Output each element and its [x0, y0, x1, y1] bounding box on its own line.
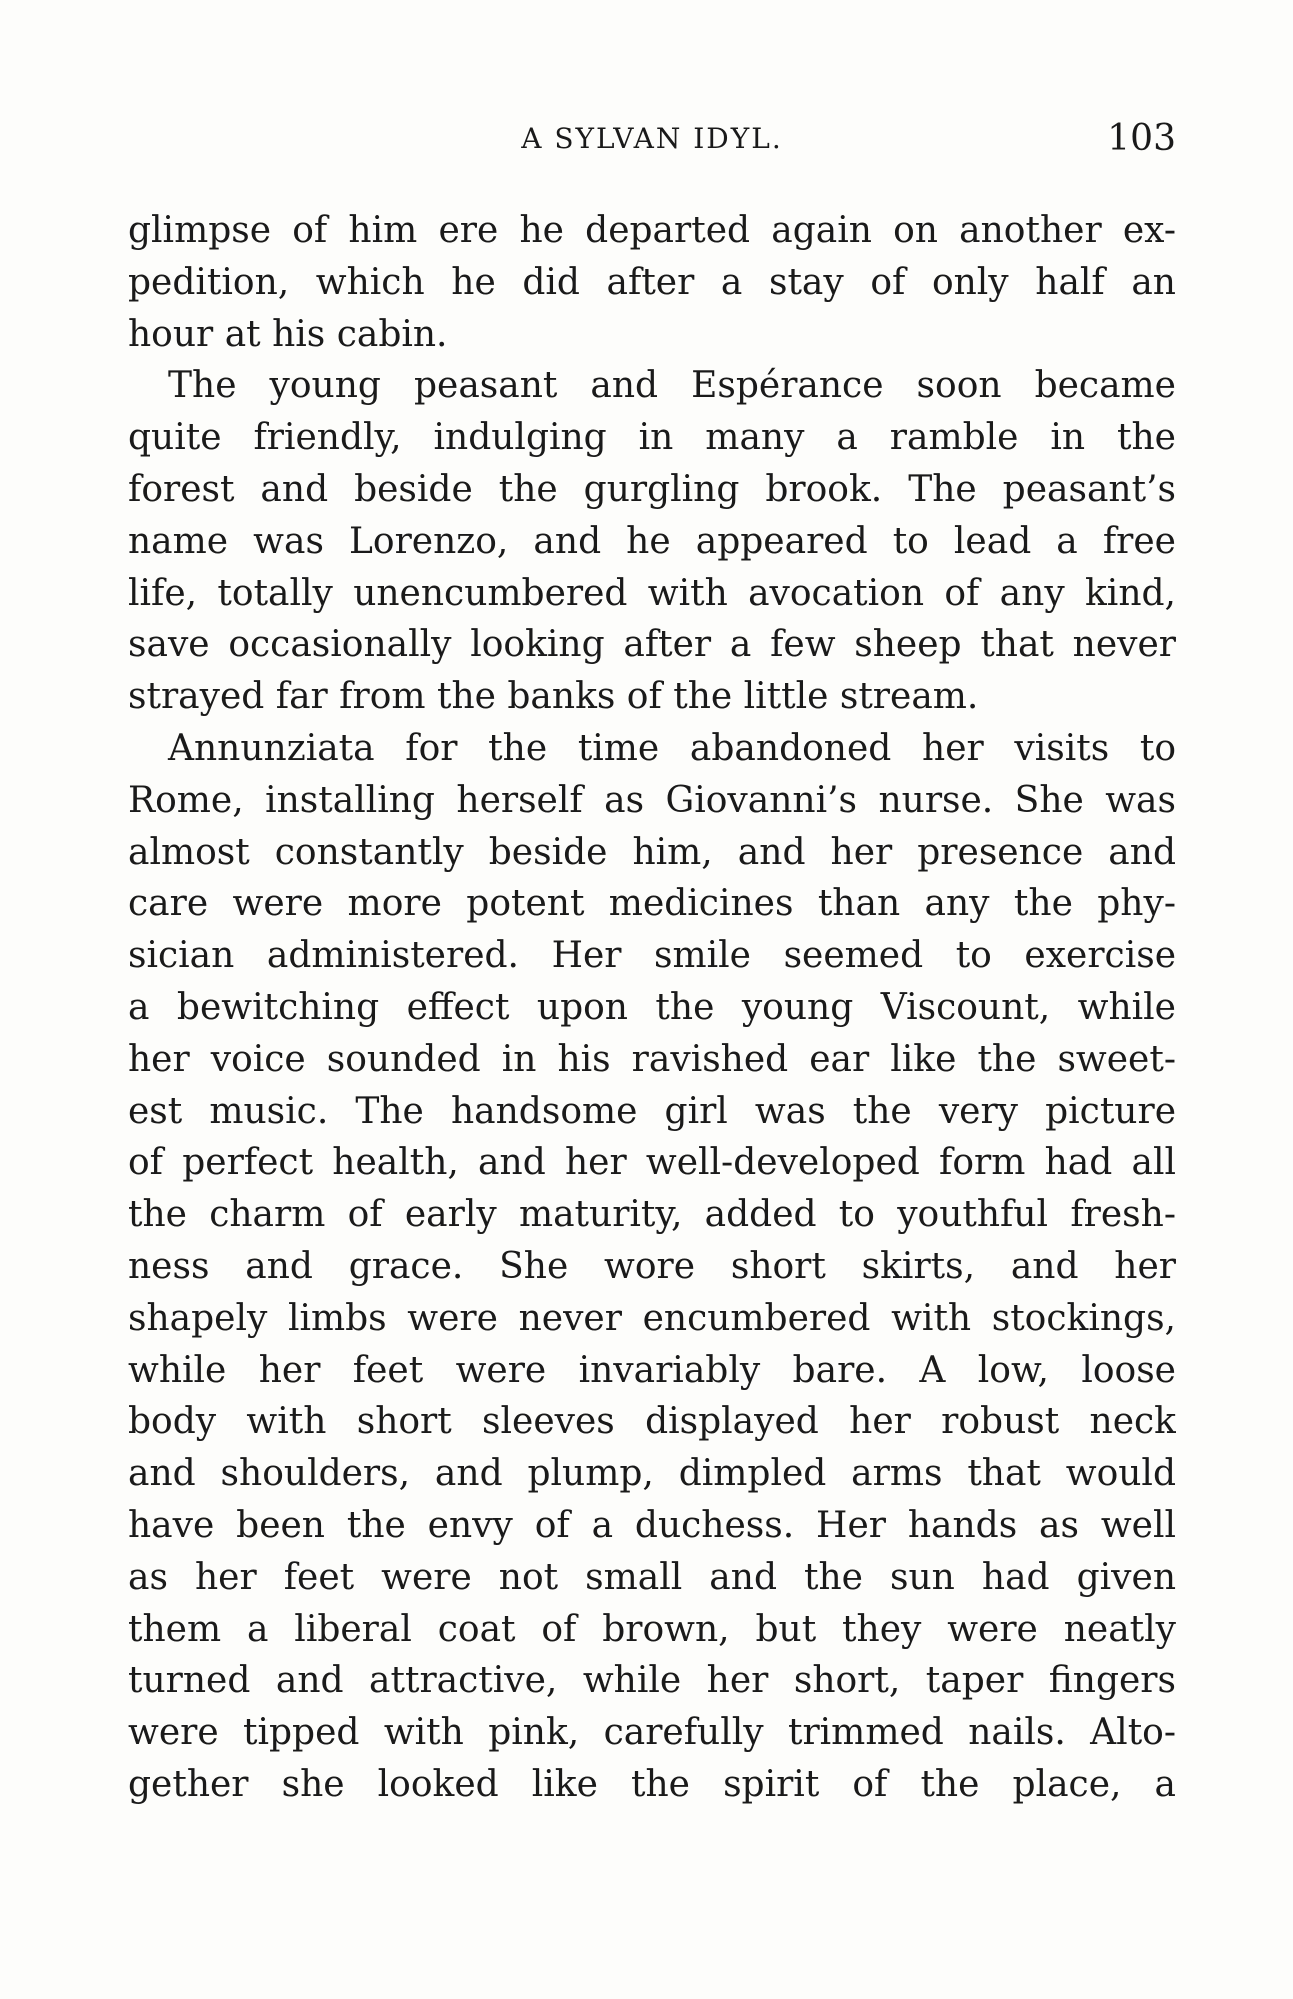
text-line: while her feet were invariably bare. A low, loose [128, 1349, 1176, 1391]
text-line: her voice sounded in his ravished ear like the sweet- [128, 1038, 1176, 1080]
text-line: save occasionally looking after a few sheep that never [128, 624, 1176, 666]
text-line: quite friendly, indulging in many a ramble in the [128, 417, 1176, 459]
running-head [128, 118, 1176, 162]
text-line: forest and beside the gurgling brook. The peasant’s [128, 468, 1176, 510]
text-line: have been the envy of a duchess. Her hands as well [128, 1504, 1176, 1546]
text-line: est music. The handsome girl was the very picture [128, 1090, 1176, 1132]
text-line: gether she looked like the spirit of the place, a [128, 1763, 1176, 1805]
text-line: and shoulders, and plump, dimpled arms that would [128, 1453, 1176, 1495]
text-line: The young peasant and Espérance soon became [168, 365, 1176, 407]
text-line: were tipped with pink, carefully trimmed nails. Alto- [128, 1712, 1176, 1754]
text-line: shapely limbs were never encumbered with stockings, [128, 1297, 1176, 1339]
text-line: body with short sleeves displayed her robust neck [128, 1401, 1176, 1443]
text-line: a bewitching effect upon the young Viscount, while [128, 986, 1176, 1028]
text-line: strayed far from the banks of the little stream. [128, 676, 979, 718]
text-line: turned and attractive, while her short, taper fingers [128, 1660, 1176, 1702]
text-line: of perfect health, and her well-developed form had all [128, 1142, 1176, 1184]
running-title: A SYLVAN IDYL. [521, 122, 783, 155]
text-line: Rome, installing herself as Giovanni’s nurse. She was [128, 779, 1176, 821]
text-line: ness and grace. She wore short skirts, and her [128, 1245, 1176, 1287]
page-number: 103 [1107, 118, 1176, 159]
text-line: as her feet were not small and the sun had given [128, 1556, 1176, 1598]
text-line: hour at his cabin. [128, 313, 448, 355]
text-line: pedition, which he did after a stay of only half an [128, 261, 1176, 303]
body-text [128, 205, 1176, 1811]
text-line: almost constantly beside him, and her presence and [128, 831, 1176, 873]
text-line: glimpse of him ere he departed again on another ex- [128, 210, 1176, 251]
text-line: name was Lorenzo, and he appeared to lead a free [128, 520, 1176, 562]
text-line: Annunziata for the time abandoned her visits to [168, 727, 1176, 769]
text-line: them a liberal coat of brown, but they were neatly [128, 1608, 1176, 1650]
text-line: life, totally unencumbered with avocation of any kind, [128, 572, 1176, 614]
text-line: sician administered. Her smile seemed to exercise [128, 935, 1176, 977]
text-line: care were more potent medicines than any the phy- [128, 883, 1176, 925]
text-line: the charm of early maturity, added to youthful fresh- [128, 1194, 1176, 1236]
